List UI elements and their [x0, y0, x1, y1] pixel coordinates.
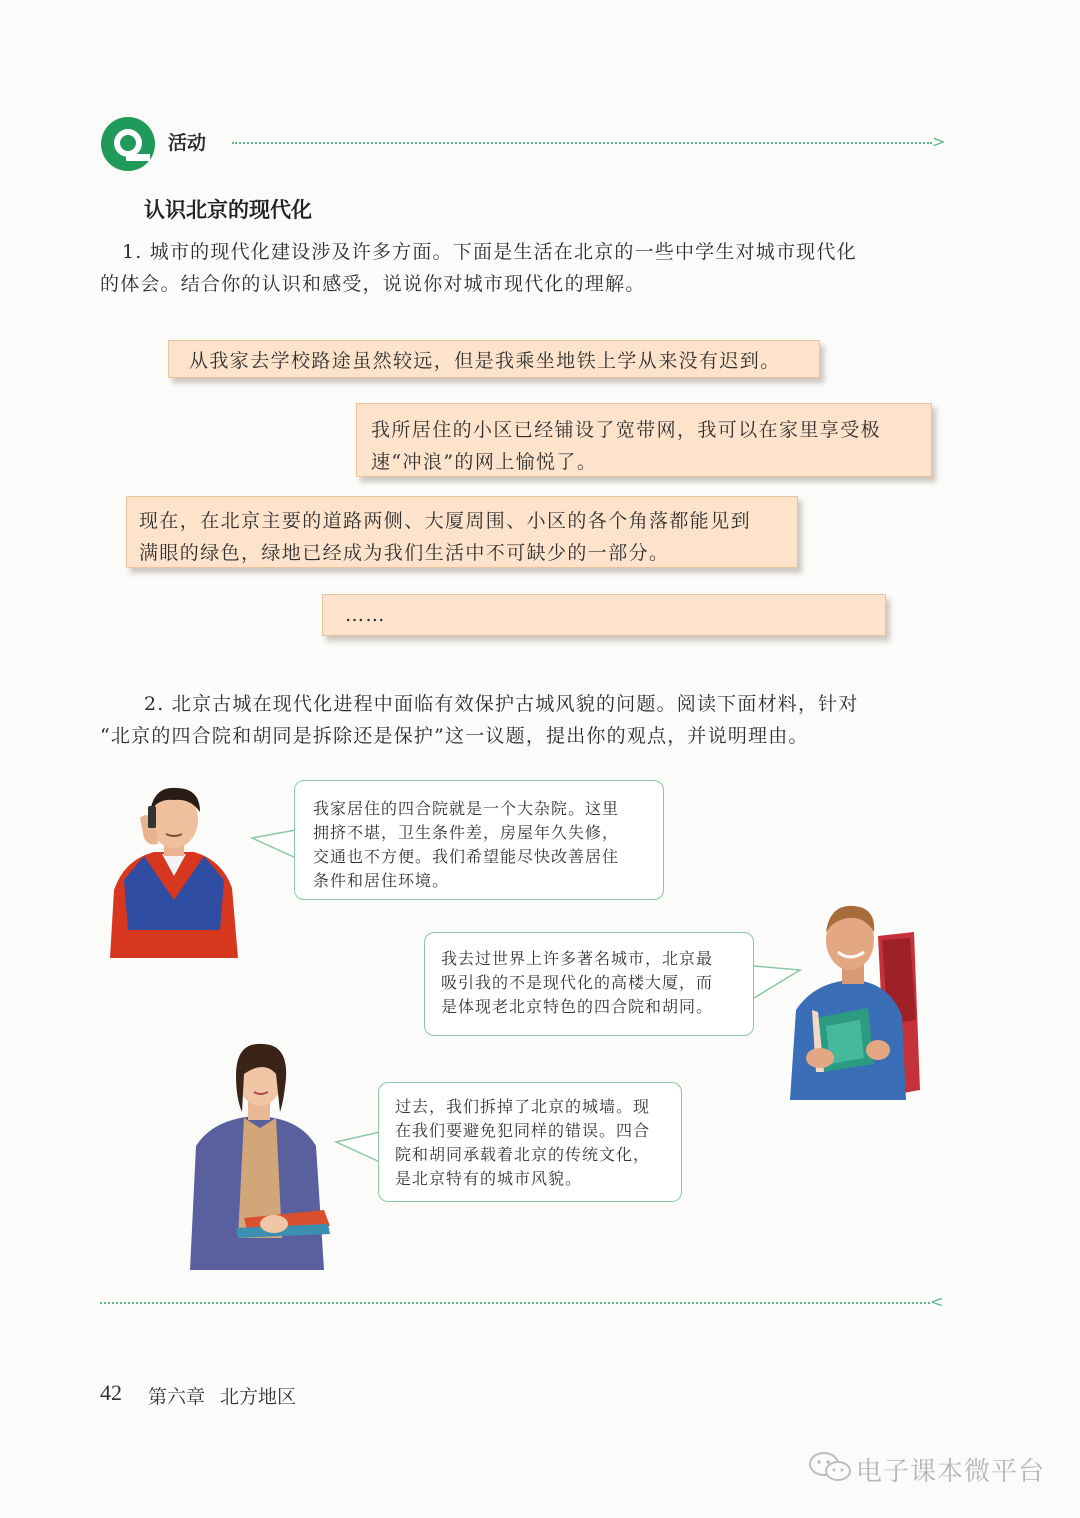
activity-icon: [100, 116, 156, 172]
speech-tail: [334, 1128, 384, 1168]
speech-tail: [250, 828, 300, 864]
question-2-line-1: 2. 北京古城在现代化进程中面临有效保护古城风貌的问题。阅读下面材料，针对: [144, 693, 859, 715]
question-2-line-2: “北京的四合院和胡同是拆除还是保护”这一议题，提出你的观点，并说明理由。: [100, 725, 809, 747]
chevron-right-icon: >: [932, 132, 946, 151]
quote-text: 满眼的绿色，绿地已经成为我们生活中不可缺少的一部分。: [139, 542, 670, 564]
activity-label: 活动: [168, 132, 207, 154]
bubble-line: 在我们要避免犯同样的错误。四合: [395, 1121, 651, 1140]
header-divider: [232, 142, 932, 144]
speech-bubble-resident: [294, 780, 664, 900]
footer-divider: [100, 1302, 930, 1304]
scholar-woman-illustration: [184, 1038, 334, 1270]
question-1-line-1: 1. 城市的现代化建设涉及许多方面。下面是生活在北京的一些中学生对城市现代化: [122, 241, 857, 263]
speech-tail: [750, 962, 802, 1002]
quote-box-greenery: [126, 496, 798, 568]
question-1-line-2: 的体会。结合你的认识和感受，说说你对城市现代化的理解。: [100, 273, 646, 295]
bubble-line: 过去，我们拆掉了北京的城墙。现: [395, 1097, 651, 1116]
wechat-icon: [808, 1450, 852, 1484]
bubble-line: 吸引我的不是现代化的高楼大厦，而: [441, 973, 714, 992]
bubble-line: 拥挤不堪，卫生条件差，房屋年久失修，: [313, 823, 620, 842]
bubble-line: 交通也不方便。我们希望能尽快改善居住: [313, 847, 620, 866]
bubble-line: 院和胡同承载着北京的传统文化，: [395, 1145, 651, 1164]
tourist-illustration: [786, 900, 936, 1100]
chevron-left-icon: <: [930, 1292, 944, 1311]
quote-text: 我所居住的小区已经铺设了宽带网，我可以在家里享受极: [371, 419, 882, 441]
quote-box-ellipsis: [322, 594, 886, 636]
page-number: 42: [100, 1380, 122, 1405]
bubble-line: 条件和居住环境。: [313, 871, 450, 890]
speech-bubble-tourist: [424, 932, 754, 1036]
quote-text: 现在，在北京主要的道路两侧、大厦周围、小区的各个角落都能见到: [139, 510, 752, 532]
chapter-label: 第六章: [148, 1386, 206, 1408]
quote-text: 速“冲浪”的网上愉悦了。: [371, 451, 598, 473]
bubble-line: 是体现老北京特色的四合院和胡同。: [441, 997, 714, 1016]
bubble-line: 我去过世界上许多著名城市，北京最: [441, 949, 714, 968]
quote-box-subway: [168, 340, 820, 378]
bubble-line: 我家居住的四合院就是一个大杂院。这里: [313, 799, 620, 818]
watermark-text: 电子课本微平台: [856, 1457, 1046, 1487]
quote-text: 从我家去学校路途虽然较远，但是我乘坐地铁上学从来没有迟到。: [189, 350, 781, 372]
section-title: 认识北京的现代化: [144, 197, 312, 222]
quote-box-broadband: [356, 403, 932, 477]
quote-text: ……: [345, 604, 386, 626]
bubble-line: 是北京特有的城市风貌。: [395, 1169, 583, 1188]
resident-man-illustration: [104, 780, 244, 958]
speech-bubble-scholar: [378, 1082, 682, 1202]
chapter-name: 北方地区: [220, 1386, 297, 1408]
